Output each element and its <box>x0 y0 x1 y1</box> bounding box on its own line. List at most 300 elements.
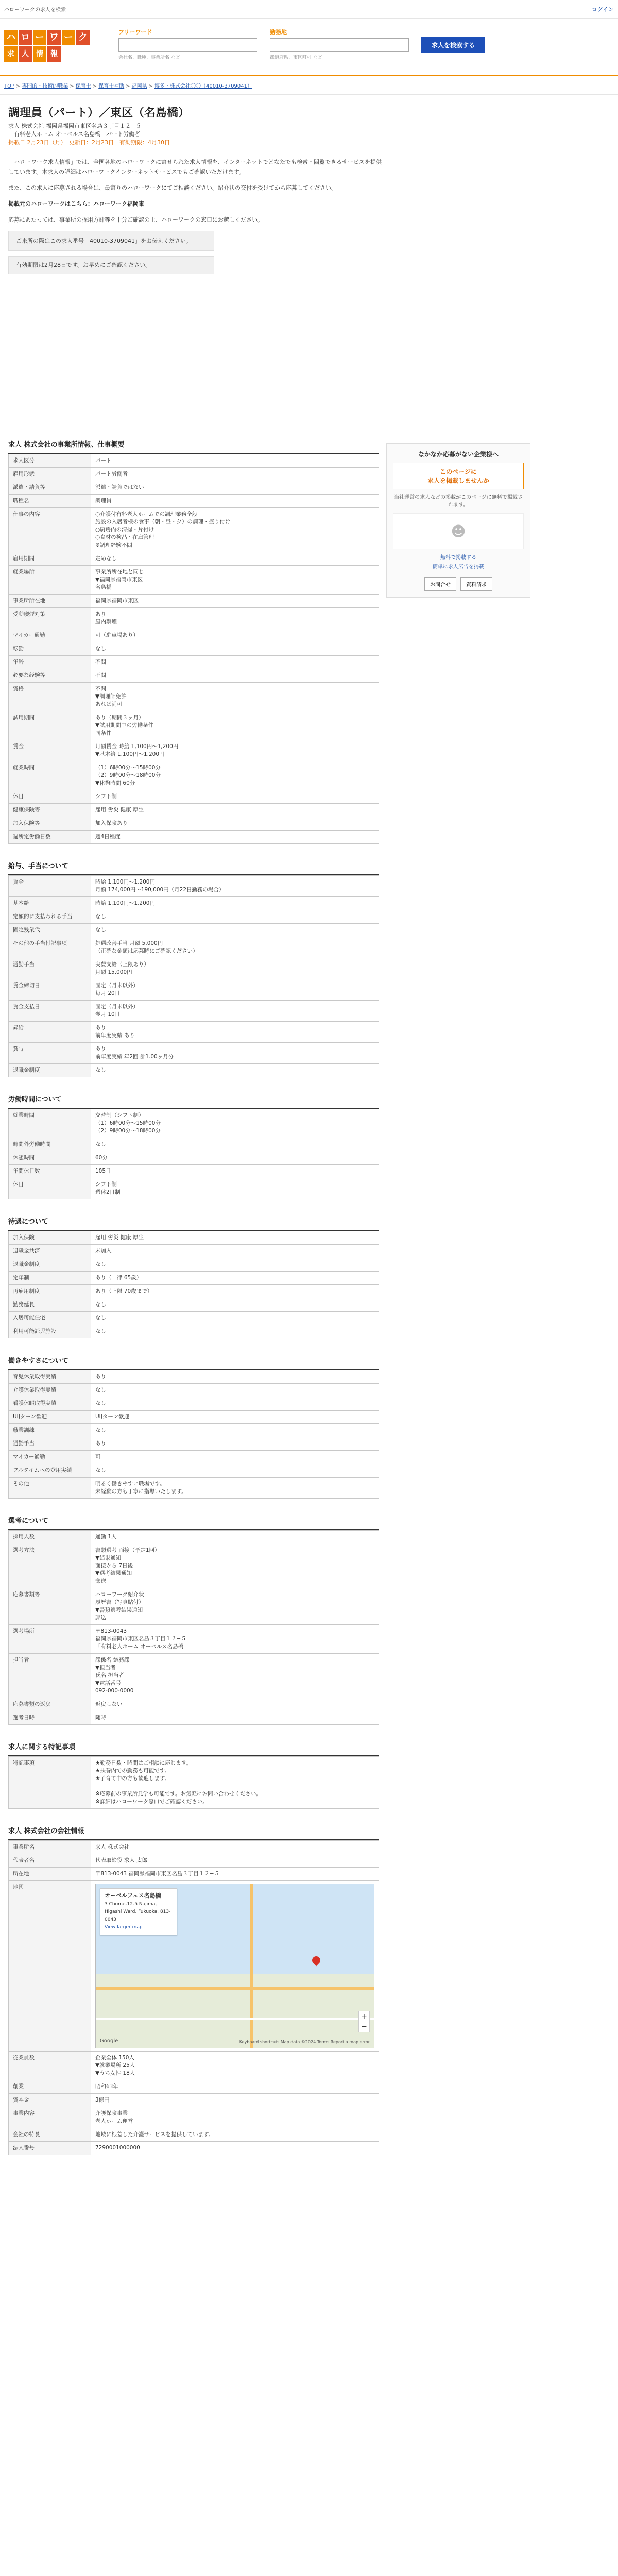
row-value: 〒813-0043 福岡県福岡市東区名島３丁目１２−５ <box>91 1868 379 1881</box>
map-road <box>96 2018 374 2020</box>
row-value: 書類選考 面接（予定1回） ▼結果通知 面接から 7日後 ▼選考結果通知 郵送 <box>91 1544 379 1588</box>
row-label: 選考場所 <box>9 1625 91 1654</box>
row-label: 健康保険等 <box>9 804 91 817</box>
row-value: 105日 <box>91 1165 379 1178</box>
intro-text <box>0 147 391 225</box>
info-table <box>8 1370 379 1499</box>
row-value: 不問 ▼調理師免許 あれば尚可 <box>91 683 379 711</box>
row-label: 賃金支払日 <box>9 1001 91 1022</box>
table-row <box>9 761 379 790</box>
row-label: 退職金制度 <box>9 1258 91 1272</box>
row-label: 選考方法 <box>9 1544 91 1588</box>
row-value: なし <box>91 1464 379 1478</box>
table-row <box>9 566 379 595</box>
row-value: なし <box>91 1424 379 1437</box>
row-value: ○介護付有料老人ホームでの調理業務全般 施設の入居者様の食事（朝・昼・夕）の調理・盛り付け ○厨房内の清掃・片付け ○食材の検品・在庫管理 ※調理経験不問 <box>91 508 379 552</box>
row-value: 課係名 総務課 ▼担当者 氏名 担当者 ▼電話番号 092-000-0000 <box>91 1654 379 1698</box>
row-label: 採用人数 <box>9 1531 91 1544</box>
row-value: なし <box>91 1298 379 1312</box>
table-row <box>9 595 379 608</box>
row-value: 通勤 1人 <box>91 1531 379 1544</box>
info-table <box>8 1530 379 1725</box>
row-label: 事業所所在地 <box>9 595 91 608</box>
map-place-address: 3 Chome-12-5 Najima, Higashi Ward, Fukuoka, 813-0043 <box>105 1902 171 1922</box>
table-row <box>9 1312 379 1325</box>
page-title: 調理員（パート）／東区（名島橋） <box>8 107 190 120</box>
table-row <box>9 683 379 711</box>
breadcrumb-item[interactable]: 保育士補助 <box>98 83 125 89</box>
table-row <box>9 1043 379 1064</box>
table-row <box>9 831 379 844</box>
row-value: 派遣・請負ではない <box>91 481 379 495</box>
row-value <box>91 1881 379 2052</box>
row-label: 雇用形態 <box>9 468 91 481</box>
logo-glyph: ク <box>76 30 90 45</box>
row-value: あり 前年度実績 あり <box>91 1022 379 1043</box>
row-value: 福岡県福岡市東区 <box>91 595 379 608</box>
row-label: 法人番号 <box>9 2142 91 2155</box>
search-area <box>118 28 485 60</box>
table-row <box>9 1001 379 1022</box>
site-logo[interactable] <box>4 30 92 65</box>
row-value: 不問 <box>91 656 379 669</box>
logo-glyph: 求 <box>4 46 18 62</box>
table-row <box>9 1285 379 1298</box>
info-table <box>8 1756 379 1809</box>
place-label: 勤務地 <box>270 29 287 36</box>
table-row <box>9 1698 379 1711</box>
section-title: 給与、手当について <box>8 856 379 875</box>
table-row <box>9 669 379 683</box>
table-row <box>9 1178 379 1199</box>
row-value: 処遇改善手当 月額 5,000円 （正確な金額は応募時にご確認ください） <box>91 937 379 958</box>
table-row <box>9 1711 379 1725</box>
breadcrumb-separator: > <box>148 83 153 89</box>
row-label: 資本金 <box>9 2094 91 2107</box>
row-value: なし <box>91 1397 379 1411</box>
row-label: 就業時間 <box>9 1109 91 1138</box>
table-row <box>9 1625 379 1654</box>
sidebar-link-free[interactable]: 無料で掲載する <box>440 555 476 561</box>
table-row <box>9 1165 379 1178</box>
breadcrumb-item[interactable]: 保育士 <box>75 83 91 89</box>
zoom-out-icon[interactable]: − <box>361 2023 367 2031</box>
table-row <box>9 454 379 468</box>
logo-glyph: 情 <box>33 46 46 62</box>
row-label: UIJターン歓迎 <box>9 1411 91 1424</box>
table-row <box>9 1325 379 1338</box>
map-road <box>250 1884 253 2048</box>
table-row <box>9 804 379 817</box>
row-label: 転勤 <box>9 642 91 656</box>
notice-box: ご来所の際はこの求人番号「40010-3709041」をお伝えください。 <box>8 231 214 251</box>
sidebar-text: 当社運営の求人などの掲載がこのページに無料で掲載されます。 <box>394 495 523 508</box>
map-pin-icon[interactable] <box>311 1955 322 1967</box>
search-button[interactable]: 求人を検索する <box>421 37 485 53</box>
row-value: 随時 <box>91 1711 379 1725</box>
map-footer: Keyboard shortcuts Map data ©2024 Terms Report a map error <box>239 2040 370 2044</box>
row-label: マイカー通勤 <box>9 629 91 642</box>
row-value: UIJターン歓迎 <box>91 1411 379 1424</box>
logo-glyph: ロ <box>19 30 32 45</box>
table-row <box>9 1138 379 1151</box>
row-label: 所在地 <box>9 1868 91 1881</box>
table-row <box>9 876 379 897</box>
logo-glyph: ハ <box>4 30 18 45</box>
row-value: 昭和63年 <box>91 2080 379 2094</box>
intro-paragraph: 「ハローワーク求人情報」では、全国各地のハローワークに寄せられた求人情報を、インターネットでどなたでも検索・閲覧できるサービスを提供しています。本求人の詳細はハローワークインターネットサービスでもご確認いただけます。 <box>8 159 382 175</box>
map[interactable] <box>95 1884 374 2048</box>
breadcrumb-separator: > <box>70 83 74 89</box>
table-row <box>9 1478 379 1499</box>
row-label: その他の手当付記事項 <box>9 937 91 958</box>
notice-box: 有効期限は2月28日です。お早めにご確認ください。 <box>8 256 214 274</box>
row-value: （1）6時00分～15時00分 （2）9時00分～18時00分 ▼休憩時間 60分 <box>91 761 379 790</box>
map-place-name: オーベルフェス名島橋 <box>105 1892 161 1899</box>
row-value: 月額賃金 時給 1,100円～1,200円 ▼基本給 1,100円～1,200円 <box>91 740 379 761</box>
table-row <box>9 1384 379 1397</box>
row-label: フルタイムへの登用実績 <box>9 1464 91 1478</box>
row-value: 週4日程度 <box>91 831 379 844</box>
table-row <box>9 790 379 804</box>
table-row <box>9 1298 379 1312</box>
row-value: 定めなし <box>91 552 379 566</box>
row-value: ハローワーク紹介状 履歴書（写真貼付） ▼書類選考結果通知 郵送 <box>91 1588 379 1625</box>
row-value: あり（一律 65歳） <box>91 1272 379 1285</box>
row-label: 職種名 <box>9 495 91 508</box>
table-row <box>9 2080 379 2094</box>
row-label: 創業 <box>9 2080 91 2094</box>
logo-glyph: ワ <box>47 30 61 45</box>
breadcrumb-item[interactable]: TOP <box>4 83 15 89</box>
table-row <box>9 656 379 669</box>
table-row <box>9 1451 379 1464</box>
place-input[interactable] <box>270 38 409 52</box>
table-row <box>9 1272 379 1285</box>
table-row <box>9 910 379 924</box>
login-link[interactable]: ログイン <box>591 6 614 13</box>
row-label: 入居可能住宅 <box>9 1312 91 1325</box>
meta-line-2: 「有料老人ホーム オーベルス名島橋」パート労働者 <box>8 131 141 138</box>
logo-glyph: ー <box>33 30 46 45</box>
row-label: 職業訓練 <box>9 1424 91 1437</box>
row-value: なし <box>91 924 379 937</box>
table-row <box>9 740 379 761</box>
row-value: パート労働者 <box>91 468 379 481</box>
info-table <box>8 1231 379 1338</box>
table-row <box>9 2142 379 2155</box>
row-label: 雇用期間 <box>9 552 91 566</box>
zoom-control[interactable] <box>358 2011 370 2032</box>
table-row <box>9 1424 379 1437</box>
view-larger-map-link[interactable]: View larger map <box>105 1925 143 1930</box>
map-info-card <box>100 1888 177 1935</box>
table-row <box>9 1370 379 1384</box>
row-label: 加入保険等 <box>9 817 91 831</box>
row-label: 求人区分 <box>9 454 91 468</box>
intro-strong: 掲載元のハローワークはこちら：ハローワーク福岡東 <box>8 200 144 207</box>
contact-button[interactable]: お問合せ <box>424 577 456 591</box>
info-table <box>8 1109 379 1199</box>
table-row <box>9 552 379 566</box>
table-row <box>9 481 379 495</box>
table-row <box>9 608 379 629</box>
header <box>0 19 618 76</box>
row-label: 受動喫煙対策 <box>9 608 91 629</box>
job-meta <box>0 122 618 147</box>
row-label: 従業員数 <box>9 2052 91 2080</box>
table-row <box>9 1064 379 1077</box>
row-value: 時給 1,100円～1,200円 月額 174,000円～190,000円（月22日勤務の場合） <box>91 876 379 897</box>
intro-paragraph: また、この求人に応募される場合は、最寄りのハローワークにてご相談ください。紹介状の交付を受けてから応募してください。 <box>8 184 337 191</box>
info-table <box>8 875 379 1077</box>
row-label: 事業内容 <box>9 2107 91 2128</box>
table-row <box>9 1881 379 2052</box>
breadcrumb <box>0 76 618 95</box>
info-table <box>8 1840 379 2155</box>
table-row <box>9 2094 379 2107</box>
table-row <box>9 1437 379 1451</box>
table-row <box>9 1588 379 1625</box>
table-row <box>9 1544 379 1588</box>
row-label: その他 <box>9 1478 91 1499</box>
row-label: 資格 <box>9 683 91 711</box>
row-label: 休憩時間 <box>9 1151 91 1165</box>
table-row <box>9 642 379 656</box>
table-row <box>9 1411 379 1424</box>
section-title: 求人 株式会社の事業所情報、仕事概要 <box>8 435 379 454</box>
row-label: 休日 <box>9 790 91 804</box>
table-row <box>9 1654 379 1698</box>
row-value: なし <box>91 1138 379 1151</box>
info-table <box>8 454 379 844</box>
row-value: 〒813-0043 福岡県福岡市東区名島３丁目１２−５ 「有料老人ホーム オーベルス名島橋」 <box>91 1625 379 1654</box>
row-label: 年間休日数 <box>9 1165 91 1178</box>
row-value: 雇用 労災 健康 厚生 <box>91 1231 379 1245</box>
row-value: 可（駐車場あり） <box>91 629 379 642</box>
row-value: あり <box>91 1370 379 1384</box>
sidebar-ad <box>386 443 530 598</box>
section-title: 労働時間について <box>8 1090 379 1109</box>
row-value: 求人 株式会社 <box>91 1841 379 1854</box>
section-title: 選考について <box>8 1511 379 1530</box>
row-label: 応募書類等 <box>9 1588 91 1625</box>
row-label: 選考日時 <box>9 1711 91 1725</box>
table-row <box>9 1109 379 1138</box>
row-value: なし <box>91 1384 379 1397</box>
row-label: 賃金 <box>9 876 91 897</box>
row-label: 基本給 <box>9 897 91 910</box>
row-value: なし <box>91 910 379 924</box>
row-label: 就業場所 <box>9 566 91 595</box>
row-value: あり 前年度実績 年2回 計1.00ヶ月分 <box>91 1043 379 1064</box>
row-value: 固定（月末以外） 毎月 20日 <box>91 979 379 1001</box>
row-value: なし <box>91 642 379 656</box>
table-row <box>9 2128 379 2142</box>
sidebar-title: なかなか応募がない企業様へ <box>418 451 499 458</box>
breadcrumb-item[interactable]: 博多・株式会社〇〇（40010-3709041） <box>154 83 252 89</box>
row-value: 返戻しない <box>91 1698 379 1711</box>
row-label: 固定残業代 <box>9 924 91 937</box>
row-value: 60分 <box>91 1151 379 1165</box>
meta-line-3: 掲載日 2月23日（月） 更新日：2月23日 有効期限：4月30日 <box>8 139 170 146</box>
section-title: 求人に関する特記事項 <box>8 1737 379 1756</box>
breadcrumb-separator: > <box>92 83 97 89</box>
sidebar-link-easy[interactable]: 簡単に求人広告を掲載 <box>433 564 484 570</box>
row-label: 定額的に支払われる手当 <box>9 910 91 924</box>
table-row <box>9 897 379 910</box>
row-value: 企業全体 150人 ▼就業場所 25人 ▼うち女性 18人 <box>91 2052 379 2080</box>
table-row <box>9 2107 379 2128</box>
place-hint: 都道府県、市区町村 など <box>270 55 322 60</box>
row-value: 3億円 <box>91 2094 379 2107</box>
table-row <box>9 958 379 979</box>
row-value: 雇用 労災 健康 厚生 <box>91 804 379 817</box>
row-value: 時給 1,100円～1,200円 <box>91 897 379 910</box>
row-label: 代表者名 <box>9 1854 91 1868</box>
breadcrumb-separator: > <box>16 83 21 89</box>
row-label: 試用期間 <box>9 711 91 740</box>
row-value: 地域に根差した介護サービスを提供しています。 <box>91 2128 379 2142</box>
row-value: なし <box>91 1312 379 1325</box>
table-row <box>9 1464 379 1478</box>
row-label: 通勤手当 <box>9 958 91 979</box>
row-label: 賞与 <box>9 1043 91 1064</box>
breadcrumb-separator: > <box>126 83 130 89</box>
row-value: シフト制 <box>91 790 379 804</box>
table-row <box>9 1868 379 1881</box>
row-value: あり（上限 70歳まで） <box>91 1285 379 1298</box>
row-value: 不問 <box>91 669 379 683</box>
sidebar-illustration: ☻ <box>393 513 524 549</box>
table-row <box>9 1531 379 1544</box>
row-label: 加入保険 <box>9 1231 91 1245</box>
table-row <box>9 937 379 958</box>
row-value: 事業所所在地と同じ ▼福岡県福岡市東区 名島橋 <box>91 566 379 595</box>
row-value: 7290001000000 <box>91 2142 379 2155</box>
table-row <box>9 979 379 1001</box>
top-strip <box>0 0 618 19</box>
meta-line-1: 求人 株式会社 福岡県福岡市東区名島３丁目１２−５ <box>8 123 142 129</box>
row-label: 休日 <box>9 1178 91 1199</box>
breadcrumb-item[interactable]: 福岡県 <box>131 83 147 89</box>
row-value: あり（期間３ヶ月） ▼試用期間中の労働条件 同条件 <box>91 711 379 740</box>
row-value: なし <box>91 1325 379 1338</box>
logo-glyph: 報 <box>47 46 61 62</box>
freeword-label: フリーワード <box>118 29 152 36</box>
table-row <box>9 495 379 508</box>
row-label: 週所定労働日数 <box>9 831 91 844</box>
table-row <box>9 1151 379 1165</box>
table-row <box>9 924 379 937</box>
row-value: 介護保険事業 老人ホーム運営 <box>91 2107 379 2128</box>
table-row <box>9 1757 379 1809</box>
row-label: 担当者 <box>9 1654 91 1698</box>
row-label: 応募書類の返戻 <box>9 1698 91 1711</box>
row-value: なし <box>91 1064 379 1077</box>
row-label: 育児休業取得実績 <box>9 1370 91 1384</box>
row-value: 固定（月末以外） 翌月 10日 <box>91 1001 379 1022</box>
row-label: 特記事項 <box>9 1757 91 1809</box>
row-value: パート <box>91 454 379 468</box>
row-value: 明るく働きやすい職場です。 未経験の方も丁寧に指導いたします。 <box>91 1478 379 1499</box>
row-label: 退職金制度 <box>9 1064 91 1077</box>
table-row <box>9 629 379 642</box>
sidebar-hero: このページに 求人を掲載しませんか <box>393 463 524 489</box>
breadcrumb-item[interactable]: 専門的・技術的職業 <box>22 83 68 89</box>
row-value: あり <box>91 1437 379 1451</box>
row-label: 仕事の内容 <box>9 508 91 552</box>
row-value: なし <box>91 1258 379 1272</box>
logo-glyph: 人 <box>19 46 32 62</box>
row-value: 実費支給（上限あり） 月額 15,000円 <box>91 958 379 979</box>
row-label: 賃金締切日 <box>9 979 91 1001</box>
row-label: 看護休暇取得実績 <box>9 1397 91 1411</box>
section-title: 働きやすさについて <box>8 1351 379 1370</box>
table-row <box>9 1231 379 1245</box>
request-docs-button[interactable]: 資料請求 <box>460 577 492 591</box>
row-label: 再雇用制度 <box>9 1285 91 1298</box>
main-content <box>8 422 379 2155</box>
table-row <box>9 1022 379 1043</box>
logo-glyph: ー <box>62 30 75 45</box>
table-row <box>9 711 379 740</box>
freeword-input[interactable] <box>118 38 258 52</box>
zoom-in-icon[interactable]: + <box>361 2012 367 2021</box>
table-row <box>9 1258 379 1272</box>
table-row <box>9 817 379 831</box>
row-label: 昇給 <box>9 1022 91 1043</box>
row-label: 賃金 <box>9 740 91 761</box>
row-label: 派遣・請負等 <box>9 481 91 495</box>
row-label: 通勤手当 <box>9 1437 91 1451</box>
row-value: あり 屋内禁煙 <box>91 608 379 629</box>
row-label: 会社の特長 <box>9 2128 91 2142</box>
google-logo: Google <box>100 2038 118 2044</box>
row-label: 勤務延長 <box>9 1298 91 1312</box>
row-value: シフト制 週休2日制 <box>91 1178 379 1199</box>
table-row <box>9 468 379 481</box>
row-label: 退職金共済 <box>9 1245 91 1258</box>
table-row <box>9 1841 379 1854</box>
row-label: 時間外労働時間 <box>9 1138 91 1151</box>
table-row <box>9 2052 379 2080</box>
row-value: ★勤務日数・時間はご相談に応じます。 ★扶養内での勤務も可能です。 ★子育て中の方も歓迎します。 ※応募前の事業所見学も可能です。お気軽にお問い合わせください。 ※詳細はハローワーク窓口でご確認ください。 <box>91 1757 379 1809</box>
row-label: 定年制 <box>9 1272 91 1285</box>
row-label: 就業時間 <box>9 761 91 790</box>
row-value: 交替制（シフト制） （1）6時00分～15時00分 （2）9時00分～18時00分 <box>91 1109 379 1138</box>
site-description: ハローワークの求人を検索 <box>4 7 66 13</box>
row-label: 必要な経験等 <box>9 669 91 683</box>
table-row <box>9 1854 379 1868</box>
section-title: 求人 株式会社の会社情報 <box>8 1821 379 1840</box>
section-title: 待遇について <box>8 1212 379 1231</box>
intro-paragraph: 応募にあたっては、事業所の採用方針等を十分ご確認の上、ハローワークの窓口にお越しください。 <box>8 216 263 223</box>
row-label: 年齢 <box>9 656 91 669</box>
row-value: 代表取締役 求人 太郎 <box>91 1854 379 1868</box>
row-value: 可 <box>91 1451 379 1464</box>
row-label: マイカー通勤 <box>9 1451 91 1464</box>
row-label: 地図 <box>9 1881 91 2052</box>
row-value: 調理員 <box>91 495 379 508</box>
row-value: 未加入 <box>91 1245 379 1258</box>
table-row <box>9 1245 379 1258</box>
row-label: 介護休業取得実績 <box>9 1384 91 1397</box>
freeword-hint: 会社名、職種、事業所名 など <box>118 55 180 60</box>
row-label: 事業所名 <box>9 1841 91 1854</box>
table-row <box>9 508 379 552</box>
map-road <box>96 1987 374 1990</box>
